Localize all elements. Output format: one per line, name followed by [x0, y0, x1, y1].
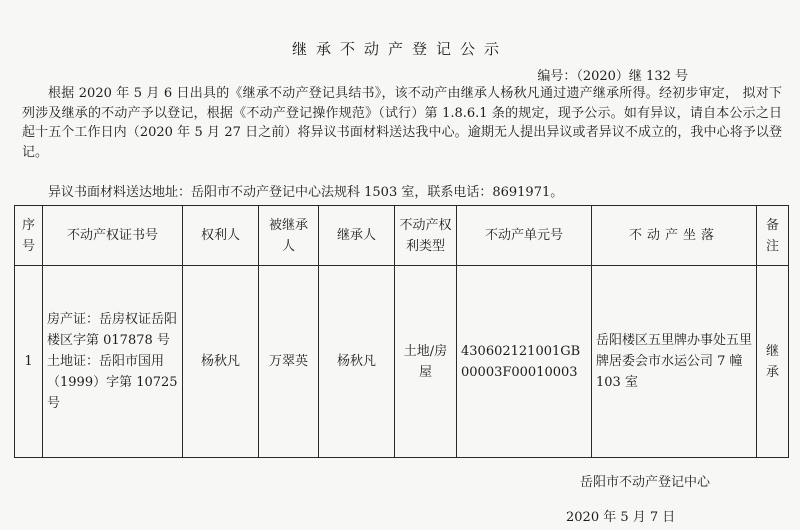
cell-serial: 1	[15, 266, 43, 458]
header-serial: 序号	[15, 206, 43, 266]
land-certificate: 土地证：岳阳市国用（1999）字第 10725 号	[47, 354, 178, 411]
header-note: 备注	[757, 206, 789, 266]
cell-note: 继承	[757, 266, 789, 458]
cell-right-type: 土地/房屋	[395, 266, 457, 458]
header-unit-number: 不动产单元号	[457, 206, 592, 266]
document-number: 编号：（2020）继 132 号	[537, 69, 688, 84]
property-table	[14, 205, 789, 458]
header-heir: 继承人	[319, 206, 395, 266]
cell-holder: 杨秋凡	[183, 266, 259, 458]
notice-title: 继承不动产登记公示	[291, 40, 508, 58]
header-decedent: 被继承人	[259, 206, 319, 266]
objection-address: 异议书面材料送达地址：岳阳市不动产登记中心法规科 1503 室，联系电话：8691971。	[48, 185, 564, 200]
cell-decedent: 万翠英	[259, 266, 319, 458]
table-row	[15, 266, 789, 458]
header-location: 不动产坐落	[592, 206, 757, 266]
cell-certificate	[43, 266, 183, 458]
table-header-row	[15, 206, 789, 266]
cell-heir: 杨秋凡	[319, 266, 395, 458]
notice-body: 根据 2020 年 5 月 6 日出具的《继承不动产登记具结书》，该不动产由继承人杨秋凡通过遗产继承所得。经初步审定， 拟对下列涉及继承的不动产予以登记，根据《不动产登记操作规范》（试行）第 1.8.6.1 条的规定，现予公示。如有异议，请自本公示之日起十五个工作日内（2020 年 5 月 27 日之前）将异议书面材料送达我中心。逾期无人提出异议或者异议不成立的，我中心将予以登记。	[22, 86, 782, 160]
header-certificate: 不动产权证书号	[43, 206, 183, 266]
cell-unit-number: 430602121001GB00003F00010003	[457, 266, 592, 458]
cell-location: 岳阳楼区五里牌办事处五里牌居委会市水运公司 7 幢 103 室	[592, 266, 757, 458]
header-holder: 权利人	[183, 206, 259, 266]
house-certificate: 房产证：岳房权证岳阳楼区字第 017878 号	[47, 312, 178, 348]
issuing-organization: 岳阳市不动产登记中心	[580, 475, 711, 490]
issue-date: 2020 年 5 月 7 日	[566, 510, 676, 525]
header-right-type: 不动产权利类型	[395, 206, 457, 266]
